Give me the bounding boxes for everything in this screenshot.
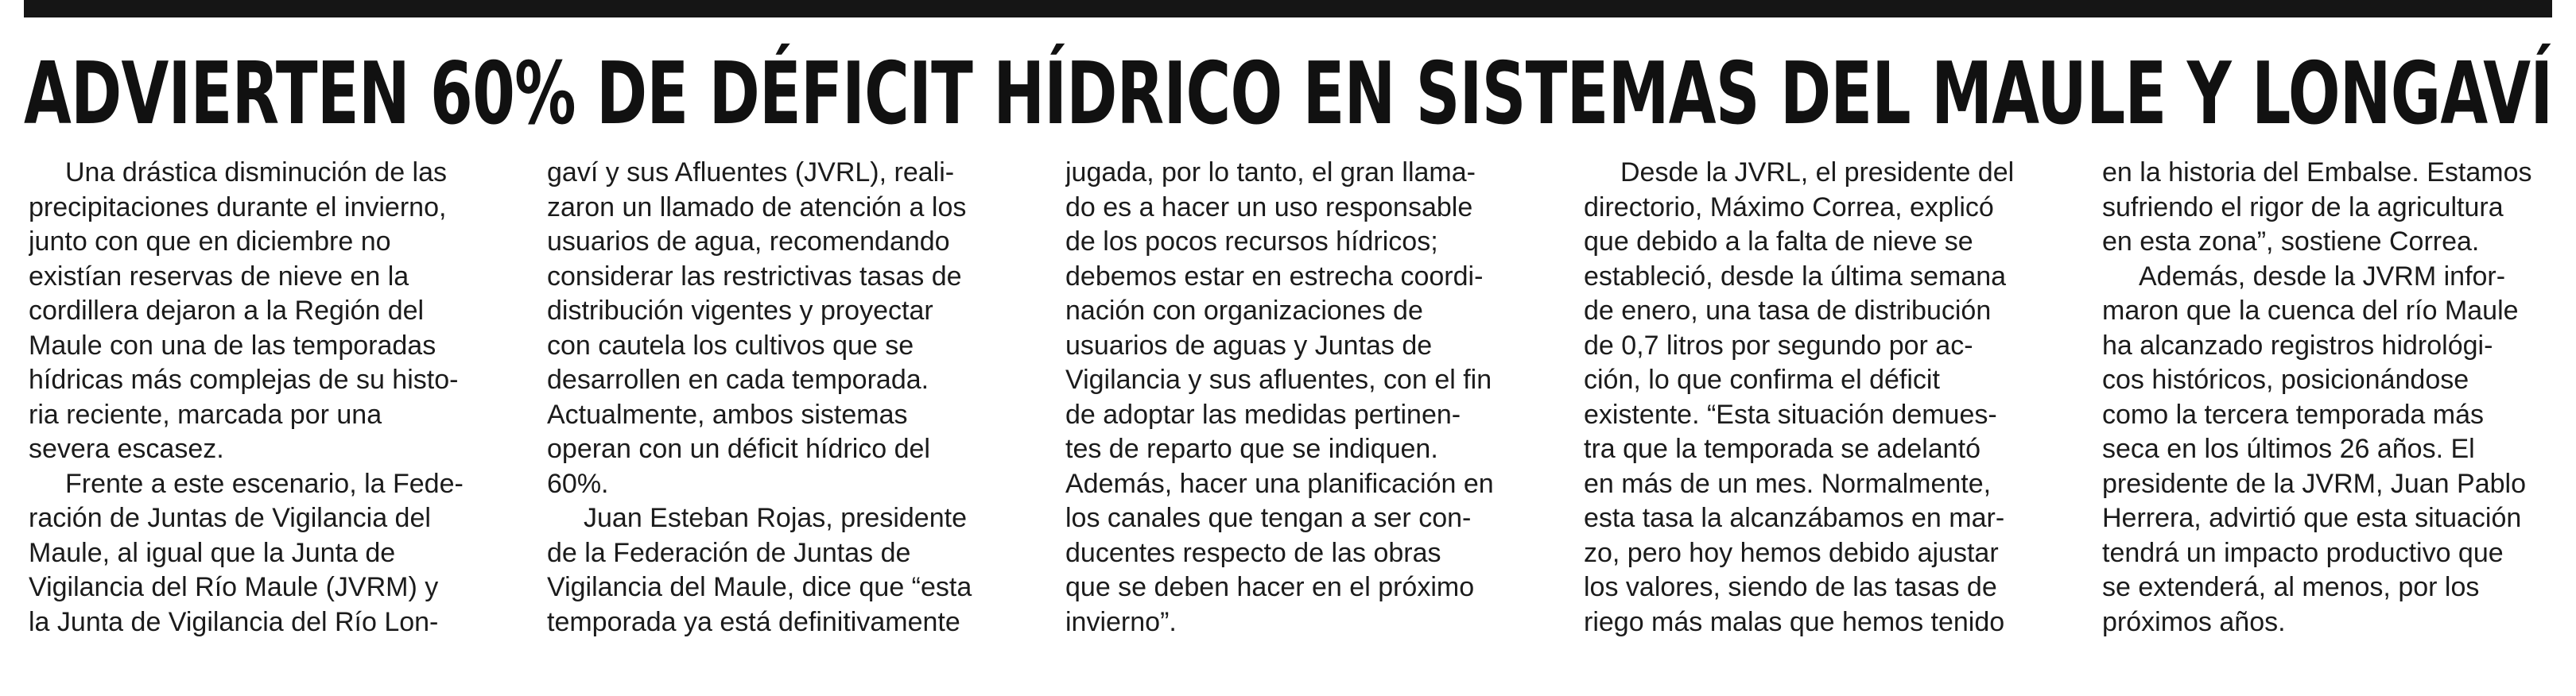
article-column-3 bbox=[1065, 156, 1527, 688]
article-line: en esta zona”, sostiene Correa. bbox=[2102, 226, 2480, 257]
article-line: precipitaciones durante el invierno, bbox=[29, 191, 447, 222]
article-line: do es a hacer un uso responsable bbox=[1065, 191, 1473, 222]
article-line: Además, desde la JVRM infor- bbox=[2139, 261, 2506, 292]
top-black-rule bbox=[24, 0, 2552, 17]
article-line: ria reciente, marcada por una bbox=[29, 399, 382, 430]
article-line: gaví y sus Afluentes (JVRL), reali- bbox=[547, 157, 955, 188]
article-line: existente. “Esta situación demues- bbox=[1584, 399, 1997, 430]
article-line: tendrá un impacto productivo que bbox=[2102, 537, 2504, 568]
article-line: jugada, por lo tanto, el gran llama- bbox=[1065, 157, 1476, 188]
article-line: Desde la JVRL, el presidente del bbox=[1620, 157, 2015, 188]
article-line: estableció, desde la última semana bbox=[1584, 261, 2007, 292]
article-line: presidente de la JVRM, Juan Pablo bbox=[2102, 468, 2526, 499]
article-line: en la historia del Embalse. Estamos bbox=[2102, 157, 2532, 188]
article-line: esta tasa la alcanzábamos en mar- bbox=[1584, 503, 2005, 533]
article-line: riego más malas que hemos tenido bbox=[1584, 606, 2005, 637]
article-body bbox=[29, 156, 2557, 688]
article-line: se extenderá, al menos, por los bbox=[2102, 572, 2480, 602]
article-line: considerar las restrictivas tasas de bbox=[547, 261, 962, 292]
article-line: nación con organizaciones de bbox=[1065, 296, 1423, 326]
article-line: operan con un déficit hídrico del bbox=[547, 434, 930, 464]
article-line: como la tercera temporada más bbox=[2102, 399, 2484, 430]
article-line: 60%. bbox=[547, 468, 609, 499]
article-column-5 bbox=[2102, 156, 2563, 688]
article-headline: ADVIERTEN 60% DE DÉFICIT HÍDRICO EN SISTEMAS DEL MAULE Y LONGAVÍ bbox=[24, 44, 2553, 144]
article-column-4 bbox=[1584, 156, 2045, 688]
article-line: con cautela los cultivos que se bbox=[547, 330, 914, 361]
article-line: Actualmente, ambos sistemas bbox=[547, 399, 908, 430]
article-line: ración de Juntas de Vigilancia del bbox=[29, 503, 431, 533]
article-line: seca en los últimos 26 años. El bbox=[2102, 434, 2475, 464]
article-line: zaron un llamado de atención a los bbox=[547, 191, 967, 222]
article-line: de los pocos recursos hídricos; bbox=[1065, 226, 1438, 257]
article-line: invierno”. bbox=[1065, 606, 1177, 637]
article-line: zo, pero hoy hemos debido ajustar bbox=[1584, 537, 1999, 568]
article-line: debemos estar en estrecha coordi- bbox=[1065, 261, 1484, 292]
article-line: severa escasez. bbox=[29, 434, 224, 464]
article-line: Además, hacer una planificación en bbox=[1065, 468, 1494, 499]
article-line: Vigilancia del Maule, dice que “esta bbox=[547, 572, 972, 602]
article-line: Maule con una de las temporadas bbox=[29, 330, 436, 361]
article-line: Frente a este escenario, la Fede- bbox=[65, 468, 464, 499]
article-line: Vigilancia y sus afluentes, con el fin bbox=[1065, 365, 1492, 395]
article-line: que debido a la falta de nieve se bbox=[1584, 226, 1973, 257]
article-line: usuarios de aguas y Juntas de bbox=[1065, 330, 1433, 361]
article-line: próximos años. bbox=[2102, 606, 2286, 637]
article-line: los valores, siendo de las tasas de bbox=[1584, 572, 1997, 602]
article-line: desarrollen en cada temporada. bbox=[547, 365, 929, 395]
article-line: tes de reparto que se indiquen. bbox=[1065, 434, 1438, 464]
article-line: sufriendo el rigor de la agricultura bbox=[2102, 191, 2504, 222]
article-line: los canales que tengan a ser con- bbox=[1065, 503, 1472, 533]
article-line: ha alcanzado registros hidrológi- bbox=[2102, 330, 2493, 361]
article-line: que se deben hacer en el próximo bbox=[1065, 572, 1475, 602]
article-line: Juan Esteban Rojas, presidente bbox=[584, 503, 967, 533]
article-line: temporada ya está definitivamente bbox=[547, 606, 960, 637]
article-line: de la Federación de Juntas de bbox=[547, 537, 911, 568]
article-line: distribución vigentes y proyectar bbox=[547, 296, 933, 326]
article-line: Vigilancia del Río Maule (JVRM) y bbox=[29, 572, 439, 602]
article-line: cos históricos, posicionándose bbox=[2102, 365, 2469, 395]
article-line: Una drástica disminución de las bbox=[65, 157, 448, 188]
article-column-1 bbox=[29, 156, 490, 688]
article-line: tra que la temporada se adelantó bbox=[1584, 434, 1981, 464]
article-line: de 0,7 litros por segundo por ac- bbox=[1584, 330, 1973, 361]
article-line: cordillera dejaron a la Región del bbox=[29, 296, 425, 326]
article-line: la Junta de Vigilancia del Río Lon- bbox=[29, 606, 439, 637]
article-line: ducentes respecto de las obras bbox=[1065, 537, 1441, 568]
article-line: de adoptar las medidas pertinen- bbox=[1065, 399, 1461, 430]
article-line: directorio, Máximo Correa, explicó bbox=[1584, 191, 1994, 222]
article-line: existían reservas de nieve en la bbox=[29, 261, 409, 292]
article-line: de enero, una tasa de distribución bbox=[1584, 296, 1992, 326]
article-line: hídricas más complejas de su histo- bbox=[29, 365, 459, 395]
article-line: usuarios de agua, recomendando bbox=[547, 226, 950, 257]
article-column-2 bbox=[547, 156, 1008, 688]
article-line: ción, lo que confirma el déficit bbox=[1584, 365, 1940, 395]
article-line: Herrera, advirtió que esta situación bbox=[2102, 503, 2522, 533]
article-line: maron que la cuenca del río Maule bbox=[2102, 296, 2519, 326]
article-line: Maule, al igual que la Junta de bbox=[29, 537, 396, 568]
article-line: en más de un mes. Normalmente, bbox=[1584, 468, 1992, 499]
article-line: junto con que en diciembre no bbox=[29, 226, 391, 257]
